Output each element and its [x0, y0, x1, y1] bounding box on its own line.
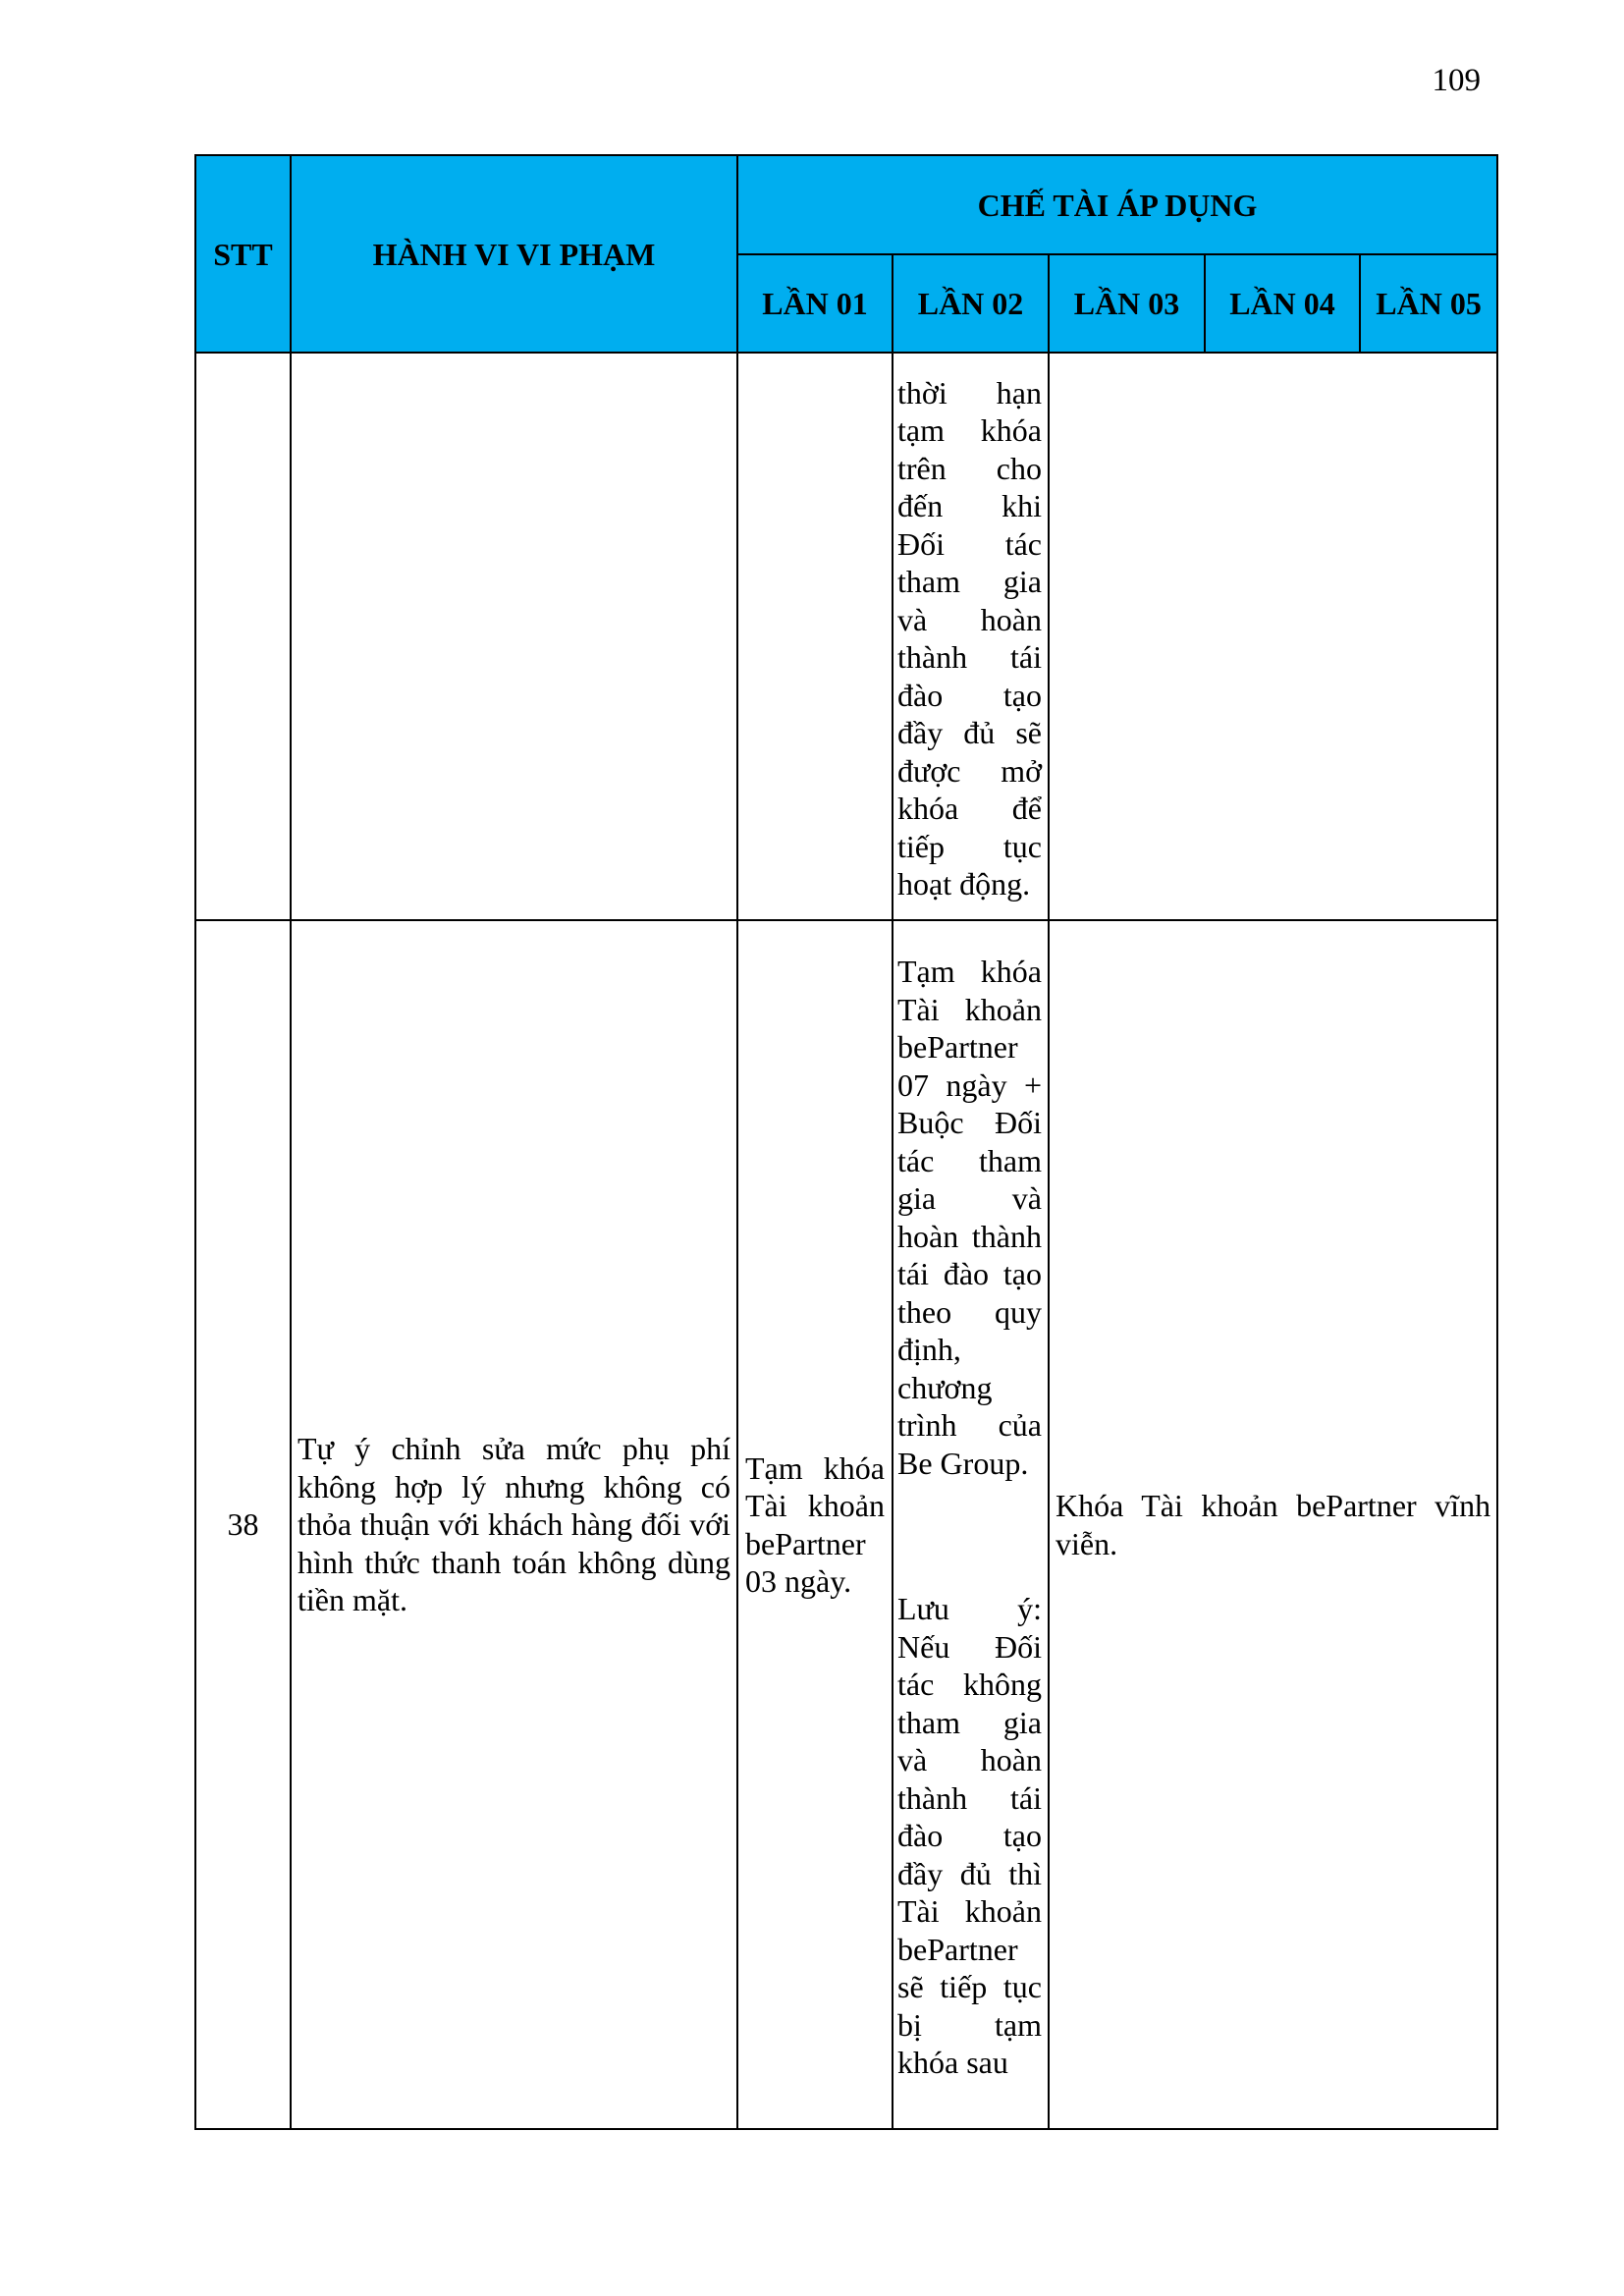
violation-cell [291, 920, 737, 2129]
header-lan-04: LẦN 04 [1205, 254, 1360, 353]
header-violation: HÀNH VI VI PHẠM [291, 155, 737, 353]
header-lan-01: LẦN 01 [737, 254, 893, 353]
violation-text: Tự ý chỉnh sửa mức phụ phí không hợp lý nhưng không có thỏa thuận với khách hàng đối với hình thức thanh toán không dùng tiền mặt. [298, 1431, 731, 1618]
header-sanctions: CHẾ TÀI ÁP DỤNG [737, 155, 1497, 254]
stt-cell [195, 353, 291, 920]
lan-03-05-text: Khóa Tài khoản bePartner vĩnh viễn. [1056, 1488, 1491, 1561]
lan-02-note: Lưu ý: Nếu Đối tác không tham gia và hoàn thành tái đào tạo đầy đủ thì Tài khoản bePartner sẽ tiếp tục bị tạm khóa sau [897, 1591, 1042, 2080]
lan-02-text: Tạm khóa Tài khoản bePartner 07 ngày + Buộc Đối tác tham gia và hoàn thành tái đào tạo theo quy định, chương trình của Be Group. [897, 954, 1042, 1481]
page-number: 109 [1432, 63, 1481, 98]
stt-cell [195, 920, 291, 2129]
header-lan-03: LẦN 03 [1049, 254, 1205, 353]
header-stt: STT [195, 155, 291, 353]
violation-cell [291, 353, 737, 920]
lan-02-cell [893, 920, 1049, 2129]
lan-01-text: Tạm khóa Tài khoản bePartner 03 ngày. [745, 1449, 885, 1599]
lan-02-cell [893, 353, 1049, 920]
table-row [195, 920, 1497, 2129]
table-row [195, 353, 1497, 920]
lan-01-cell [737, 353, 893, 920]
lan-02-text: thời hạn tạm khóa trên cho đến khi Đối tác tham gia và hoàn thành tái đào tạo đầy đủ sẽ được mở khóa để tiếp tục hoạt động. [897, 374, 1042, 902]
lan-03-05-cell [1049, 920, 1497, 2129]
table-header [195, 155, 1497, 353]
lan-03-05-cell [1049, 353, 1497, 920]
header-lan-05: LẦN 05 [1360, 254, 1497, 353]
lan-01-cell [737, 920, 893, 2129]
sanctions-table [194, 154, 1498, 2130]
stt-value: 38 [227, 1506, 259, 1543]
header-lan-02: LẦN 02 [893, 254, 1049, 353]
